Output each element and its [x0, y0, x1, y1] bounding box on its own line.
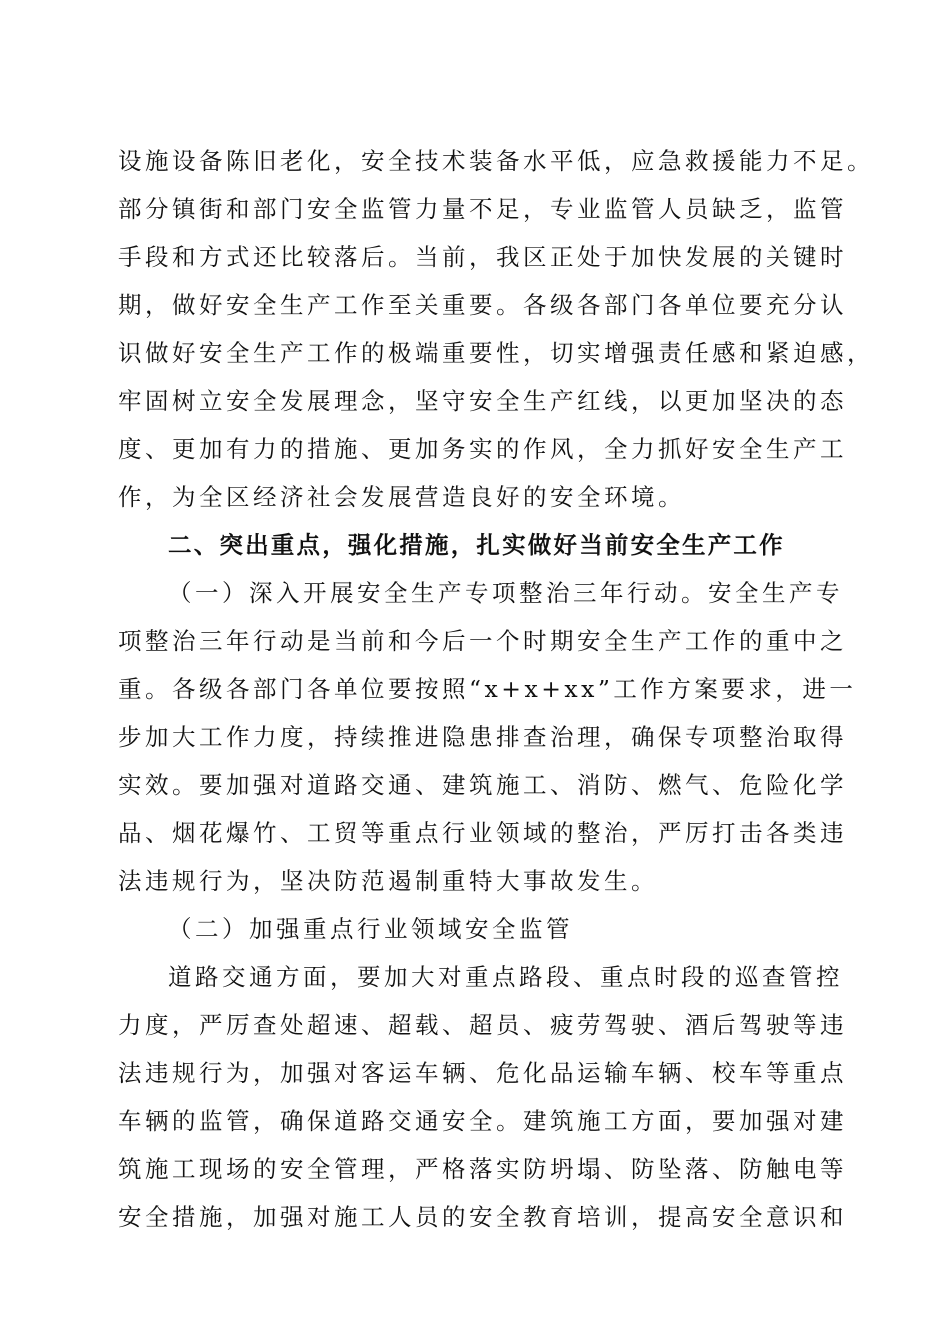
section-heading-2: 二、突出重点，强化措施，扎实做好当前安全生产工作 [168, 531, 785, 559]
para2-line-5: 实效。要加强对道路交通、建筑施工、消防、燃气、危险化学 [118, 771, 847, 799]
para1-line-1: 设施设备陈旧老化，安全技术装备水平低，应急救援能力不足。 [118, 147, 874, 175]
para2-line-4: 步加大工作力度，持续推进隐患排查治理，确保专项整治取得 [118, 723, 847, 751]
para2-line-6: 品、烟花爆竹、工贸等重点行业领域的整治，严厉打击各类违 [118, 819, 847, 847]
para2-line-7: 法违规行为，坚决防范遏制重特大事故发生。 [118, 867, 658, 895]
para2-line-1: （一）深入开展安全生产专项整治三年行动。安全生产专 [168, 579, 843, 607]
para3-line-5: 筑施工现场的安全管理，严格落实防坍塌、防坠落、防触电等 [118, 1155, 847, 1183]
para2-line-3: 重。各级各部门各单位要按照“x+x+xx”工作方案要求，进一 [118, 675, 857, 703]
para1-line-4: 期，做好安全生产工作至关重要。各级各部门各单位要充分认 [118, 291, 847, 319]
para1-line-7: 度、更加有力的措施、更加务实的作风，全力抓好安全生产工 [118, 435, 847, 463]
para1-line-8: 作，为全区经济社会发展营造良好的安全环境。 [118, 483, 685, 511]
para1-line-3: 手段和方式还比较落后。当前，我区正处于加快发展的关键时 [118, 243, 847, 271]
para3-line-4: 车辆的监管，确保道路交通安全。建筑施工方面，要加强对建 [118, 1107, 847, 1135]
para3-line-1: 道路交通方面，要加大对重点路段、重点时段的巡查管控 [168, 963, 843, 991]
para1-line-6: 牢固树立安全发展理念，坚守安全生产红线，以更加坚决的态 [118, 387, 847, 415]
para3-line-2: 力度，严厉查处超速、超载、超员、疲劳驾驶、酒后驾驶等违 [118, 1011, 847, 1039]
para1-line-5: 识做好安全生产工作的极端重要性，切实增强责任感和紧迫感， [118, 339, 874, 367]
para3-line-6: 安全措施，加强对施工人员的安全教育培训，提高安全意识和 [118, 1203, 847, 1231]
subheading-2: （二）加强重点行业领域安全监管 [168, 915, 573, 943]
para1-line-2: 部分镇街和部门安全监管力量不足，专业监管人员缺乏，监管 [118, 195, 847, 223]
para3-line-3: 法违规行为，加强对客运车辆、危化品运输车辆、校车等重点 [118, 1059, 847, 1087]
para2-line-2: 项整治三年行动是当前和今后一个时期安全生产工作的重中之 [118, 627, 847, 655]
